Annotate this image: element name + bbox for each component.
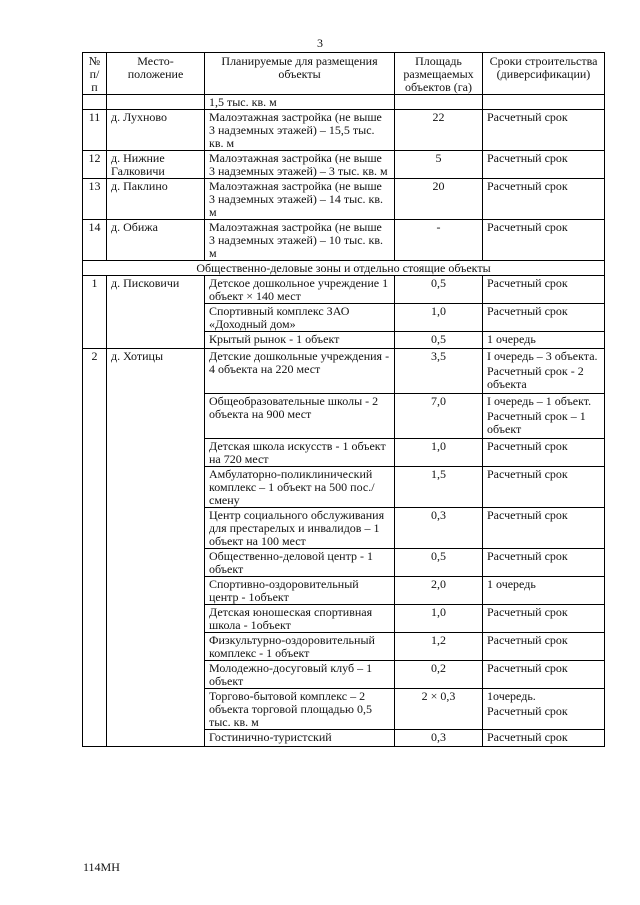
row-location: д. Обижа (107, 220, 205, 261)
row-number: 1 (83, 276, 107, 349)
term-line: Расчетный срок (487, 549, 568, 563)
row-area: 1,0 (395, 439, 483, 467)
table-row (83, 220, 605, 261)
row-object: Малоэтажная застройка (не выше 3 надземных этажей) – 15,5 тыс. кв. м (205, 110, 395, 151)
row-object: Спортивный комплекс ЗАО «Доходный дом» (205, 304, 395, 332)
row-number: 11 (83, 110, 107, 151)
term-line: Расчетный срок (487, 704, 568, 718)
term-line: Расчетный срок - 2 объекта (487, 364, 584, 391)
term-cell (483, 467, 605, 508)
row-object: Малоэтажная застройка (не выше 3 надземных этажей) – 14 тыс. кв. м (205, 179, 395, 220)
row-object: Детское дошкольное учреждение 1 объект × 140 мест (205, 276, 395, 304)
row-location: д. Лухново (107, 110, 205, 151)
term-line: Расчетный срок (487, 605, 568, 619)
term-line: 1очередь. (487, 689, 536, 703)
term-line: Расчетный срок (487, 730, 568, 744)
term-line: Расчетный срок (487, 179, 568, 193)
row-number: 13 (83, 179, 107, 220)
term-line: Расчетный срок (487, 439, 568, 453)
row-object: Амбулаторно-поликлинический комплекс – 1 объект на 500 пос./смену (205, 467, 395, 508)
term-cell (483, 549, 605, 577)
term-cell (483, 110, 605, 151)
table-header-row (83, 53, 605, 95)
term-cell (483, 661, 605, 689)
row-object: Общественно-деловой центр - 1 объект (205, 549, 395, 577)
row-number: 14 (83, 220, 107, 261)
row-area: 1,2 (395, 633, 483, 661)
term-line: Расчетный срок (487, 508, 568, 522)
row-object: Детские дошкольные учреждения - 4 объекта на 220 мест (205, 349, 395, 394)
term-line: Расчетный срок (487, 661, 568, 675)
row-area: 1,0 (395, 605, 483, 633)
row-area: 2,0 (395, 577, 483, 605)
row-object: Малоэтажная застройка (не выше 3 надземных этажей) – 3 тыс. кв. м (205, 151, 395, 179)
term-cell (483, 394, 605, 439)
table-row (83, 110, 605, 151)
term-line: Расчетный срок (487, 220, 568, 234)
row-area: 1,0 (395, 304, 483, 332)
row-area: 5 (395, 151, 483, 179)
row-object: Центр социального обслуживания для престарелых и инвалидов – 1 объект на 100 мест (205, 508, 395, 549)
term-line: Расчетный срок (487, 633, 568, 647)
row-location: д. Нижние Галковичи (107, 151, 205, 179)
row-object: Торгово-бытовой комплекс – 2 объекта торговой площадью 0,5 тыс. кв. м (205, 689, 395, 730)
term-cell (483, 605, 605, 633)
term-line: I очередь – 1 объект. (487, 394, 592, 408)
term-line: I очередь – 3 объекта. (487, 349, 598, 363)
table-row (83, 95, 605, 110)
row-object: Молодежно-досуговый клуб – 1 объект (205, 661, 395, 689)
term-line: Расчетный срок (487, 151, 568, 165)
section-title: Общественно-деловые зоны и отдельно стоящие объекты (83, 261, 605, 276)
row-area: 2 × 0,3 (395, 689, 483, 730)
row-object: Гостинично-туристский (205, 730, 395, 747)
term-cell (483, 689, 605, 730)
row-area: 0,5 (395, 276, 483, 304)
term-line: Расчетный срок (487, 467, 568, 481)
table-row (83, 349, 605, 394)
row-area: 0,5 (395, 332, 483, 349)
term-cell (483, 730, 605, 747)
term-cell (483, 220, 605, 261)
section-row (83, 261, 605, 276)
row-object: Малоэтажная застройка (не выше 3 надземных этажей) – 10 тыс. кв. м (205, 220, 395, 261)
row-area: 3,5 (395, 349, 483, 394)
row-number: 2 (83, 349, 107, 747)
page-number: 3 (317, 36, 323, 50)
term-cell (483, 95, 605, 110)
row-area: 0,3 (395, 730, 483, 747)
term-cell (483, 439, 605, 467)
header-num: № п/п (83, 53, 107, 95)
table-row (83, 179, 605, 220)
header-area: Площадь размещаемых объектов (га) (395, 53, 483, 95)
row-location (107, 95, 205, 110)
row-object: Общеобразовательные школы - 2 объекта на 900 мест (205, 394, 395, 439)
row-location: д. Писковичи (107, 276, 205, 349)
row-area: 20 (395, 179, 483, 220)
term-line: Расчетный срок (487, 276, 568, 290)
term-cell (483, 179, 605, 220)
row-object: Спортивно-оздоровительный центр - 1объект (205, 577, 395, 605)
row-object: Детская юношеская спортивная школа - 1объект (205, 605, 395, 633)
table-row (83, 151, 605, 179)
term-cell (483, 633, 605, 661)
term-cell (483, 332, 605, 349)
term-line: 1 очередь (487, 332, 536, 346)
planning-table (82, 52, 605, 747)
term-line: 1 очередь (487, 577, 536, 591)
row-area: 7,0 (395, 394, 483, 439)
row-area: 1,5 (395, 467, 483, 508)
term-cell (483, 151, 605, 179)
table-body (83, 95, 605, 747)
term-cell (483, 508, 605, 549)
term-cell (483, 276, 605, 304)
row-area: - (395, 220, 483, 261)
table-row (83, 276, 605, 304)
row-object: Крытый рынок - 1 объект (205, 332, 395, 349)
term-line: Расчетный срок (487, 110, 568, 124)
row-number: 12 (83, 151, 107, 179)
row-area: 0,3 (395, 508, 483, 549)
row-object: Физкультурно-оздоровительный комплекс - 1 объект (205, 633, 395, 661)
row-area: 22 (395, 110, 483, 151)
row-object: 1,5 тыс. кв. м (205, 95, 395, 110)
term-cell (483, 577, 605, 605)
row-area: 0,2 (395, 661, 483, 689)
header-terms: Сроки строительства (диверсификации) (483, 53, 605, 95)
term-line: Расчетный срок (487, 304, 568, 318)
row-location: д. Хотицы (107, 349, 205, 747)
document-code: 114МН (83, 860, 120, 874)
row-location: д. Паклино (107, 179, 205, 220)
row-object: Детская школа искусств - 1 объект на 720 мест (205, 439, 395, 467)
row-number (83, 95, 107, 110)
term-line: Расчетный срок – 1 объект (487, 409, 586, 436)
row-area: 0,5 (395, 549, 483, 577)
row-area (395, 95, 483, 110)
header-objects: Планируемые для размещения объекты (205, 53, 395, 95)
term-cell (483, 304, 605, 332)
header-location: Место-положение (107, 53, 205, 95)
term-cell (483, 349, 605, 394)
